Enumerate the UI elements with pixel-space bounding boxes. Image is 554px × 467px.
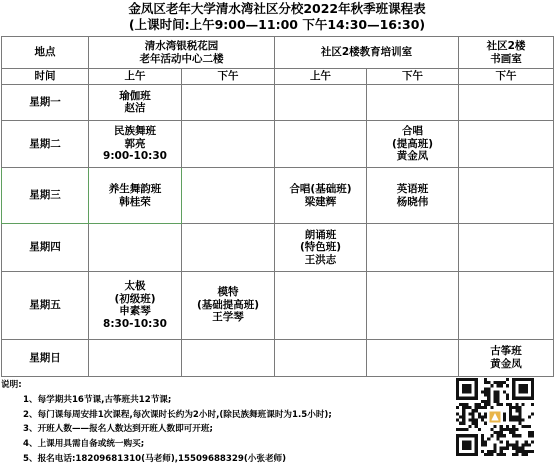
period-header: 上午 xyxy=(275,69,367,85)
course-cell xyxy=(367,168,459,224)
course-cell xyxy=(182,224,275,272)
course-cell xyxy=(275,224,367,272)
course-line: 申素琴 xyxy=(119,305,151,318)
course-cell xyxy=(459,339,554,376)
table-row xyxy=(2,84,554,120)
day-cell: 星期日 xyxy=(2,339,89,376)
course-line: 民族舞班 xyxy=(114,125,156,138)
course-cell xyxy=(459,224,554,272)
page-title: 金凤区老年大学清水湾社区分校2022年秋季班课程表 xyxy=(128,1,426,16)
class-hours: (上课时间:上午9:00—11:00 下午14:30—16:30) xyxy=(128,17,426,32)
course-cell xyxy=(89,271,182,339)
course-cell xyxy=(459,271,554,339)
course-cell xyxy=(367,120,459,168)
course-cell xyxy=(275,168,367,224)
period-header: 下午 xyxy=(182,69,275,85)
course-line: (基础提高班) xyxy=(196,298,260,311)
course-line: 韩桂荣 xyxy=(119,195,151,208)
course-cell xyxy=(367,339,459,376)
location-training-room xyxy=(275,37,459,69)
location-header: 地点 xyxy=(2,37,89,69)
course-line: 合唱(基础班) xyxy=(289,183,352,196)
course-cell xyxy=(89,168,182,224)
course-cell xyxy=(182,120,275,168)
note-item: 3、开班人数——报名人数达到开班人数即可开班; xyxy=(23,424,213,435)
location-line: 清水湾银税花园 xyxy=(144,40,219,53)
course-cell xyxy=(182,339,275,376)
course-cell xyxy=(367,271,459,339)
table-row xyxy=(2,339,554,376)
course-line: 赵洁 xyxy=(124,102,146,115)
location-line: 社区2楼 xyxy=(486,40,526,53)
course-cell xyxy=(182,84,275,120)
location-line: 老年活动中心二楼 xyxy=(139,52,224,65)
course-line: 英语班 xyxy=(396,183,429,196)
course-cell xyxy=(275,84,367,120)
note-item: 5、报名电话:18209681310(马老师),15509688329(小张老师) xyxy=(23,453,287,464)
day-cell: 星期三 xyxy=(2,168,89,224)
day-cell: 星期五 xyxy=(2,271,89,339)
course-line: 杨晓伟 xyxy=(396,195,429,208)
course-line: 9:00-10:30 xyxy=(103,150,167,163)
period-header: 下午 xyxy=(459,69,554,85)
period-header: 下午 xyxy=(367,69,459,85)
course-cell xyxy=(459,84,554,120)
course-line: 合唱 xyxy=(402,125,423,138)
course-cell xyxy=(89,84,182,120)
table-row xyxy=(2,168,554,224)
course-line: (初级班) xyxy=(114,292,156,305)
course-cell xyxy=(275,271,367,339)
location-art-room xyxy=(459,37,554,69)
course-line: 梁建辉 xyxy=(304,195,337,208)
course-cell xyxy=(89,339,182,376)
table-row xyxy=(2,271,554,339)
notes-heading: 说明: xyxy=(1,380,22,390)
course-line: 王洪志 xyxy=(304,253,337,266)
course-line: 黄金凤 xyxy=(490,357,522,370)
course-cell xyxy=(459,120,554,168)
note-item: 4、上课用具需自备或统一购买; xyxy=(23,439,145,450)
notes xyxy=(1,378,441,467)
course-line: 王学琴 xyxy=(212,311,244,324)
course-cell xyxy=(367,224,459,272)
course-line: 朗诵班 xyxy=(304,228,337,241)
note-item: 1、每学期共16节课,古筝班共12节课; xyxy=(23,394,172,405)
course-cell xyxy=(89,120,182,168)
course-line: 瑜伽班 xyxy=(119,89,151,102)
table-row xyxy=(2,120,554,168)
table-row xyxy=(2,224,554,272)
note-item: 2、每门课每周安排1次课程,每次课时长约为2小时,(除民族舞班课时为1.5小时); xyxy=(23,409,332,420)
course-line: 古筝班 xyxy=(490,345,522,358)
course-line: (提高班) xyxy=(391,137,434,150)
time-header: 时间 xyxy=(2,69,89,85)
course-line: 郭亮 xyxy=(124,137,146,150)
course-cell xyxy=(367,84,459,120)
period-header: 上午 xyxy=(89,69,182,85)
course-line: (特色班) xyxy=(299,241,342,254)
location-yinshui-garden xyxy=(89,37,275,69)
course-line: 太极 xyxy=(124,280,146,293)
course-line: 模特 xyxy=(217,286,239,299)
course-cell xyxy=(459,168,554,224)
course-line: 8:30-10:30 xyxy=(103,317,167,330)
location-line: 书画室 xyxy=(490,52,522,65)
course-cell xyxy=(275,339,367,376)
schedule-table xyxy=(1,36,554,377)
day-cell: 星期四 xyxy=(2,224,89,272)
course-cell xyxy=(182,168,275,224)
course-line: 养生舞韵班 xyxy=(108,183,162,196)
course-line: 黄金凤 xyxy=(396,150,429,163)
course-cell xyxy=(182,271,275,339)
course-cell xyxy=(89,224,182,272)
day-cell: 星期一 xyxy=(2,84,89,120)
qr-code-image xyxy=(456,378,534,456)
day-cell: 星期二 xyxy=(2,120,89,168)
location-line: 社区2楼教育培训室 xyxy=(320,46,413,59)
course-cell xyxy=(275,120,367,168)
